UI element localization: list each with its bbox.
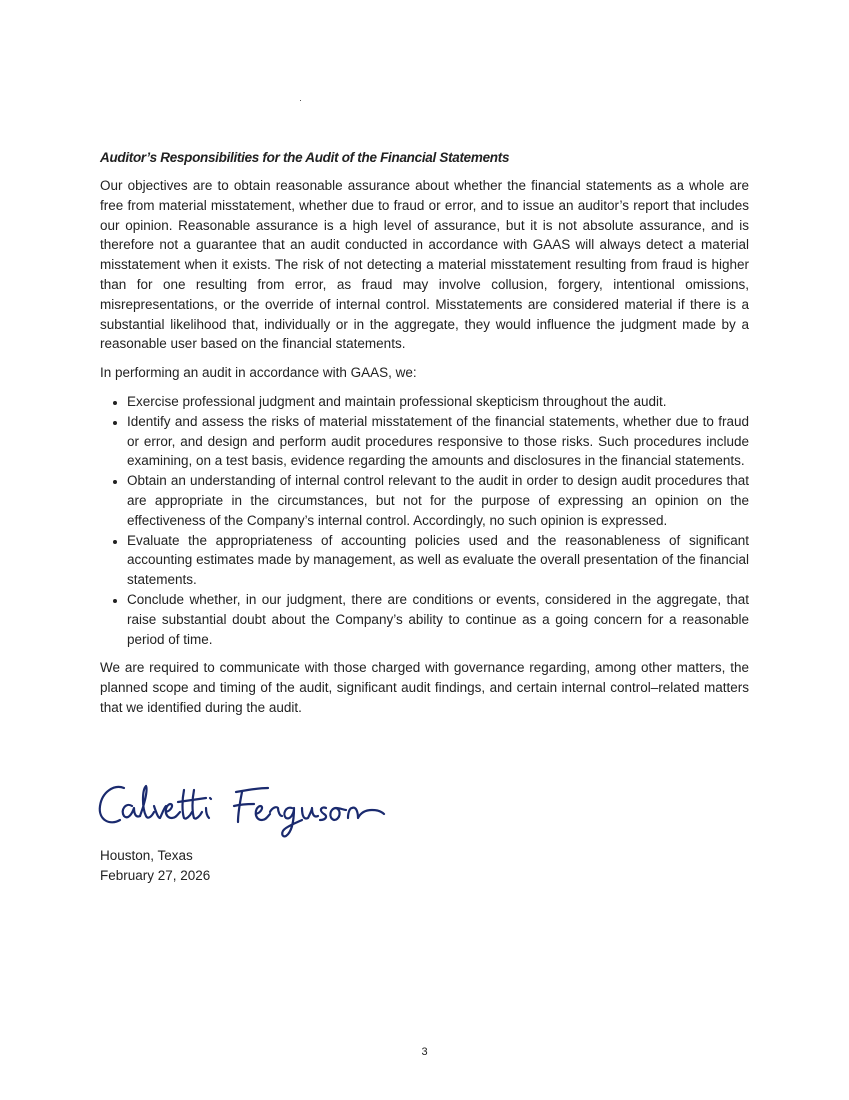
list-item — [100, 590, 749, 649]
bullet-icon — [113, 480, 117, 484]
list-item-text: Evaluate the appropriateness of accounting policies used and the reasonableness of significant accounting estimates made by management, as well as evaluate the overall presentation of the financial statements. — [127, 532, 749, 588]
bullet-icon — [113, 599, 117, 603]
bullet-icon — [113, 421, 117, 425]
objectives-paragraph: Our objectives are to obtain reasonable assurance about whether the financial statements as a whole are free from material misstatement, whether due to fraud or error, and to issue an auditor’s report that includes our opinion. Reasonable assurance is a high level of assurance, but it is not absolute assurance, and is therefore not a guarantee that an audit conducted in accordance with GAAS will always detect a material misstatement when it exists. The risk of not detecting a material misstatement resulting from fraud is higher than for one resulting from error, as fraud may involve collusion, forgery, intentional omissions, misrepresentations, or the override of internal control. Misstatements are considered material if there is a substantial likelihood that, individually or in the aggregate, they would influence the judgment made by a reasonable user based on the financial statements. — [100, 178, 749, 352]
closing-paragraph: We are required to communicate with those charged with governance regarding, among other matters, the planned scope and timing of the audit, significant audit findings, and certain internal control–related matters that we identified during the audit. — [100, 660, 749, 715]
list-item — [100, 531, 749, 590]
list-item-text: Exercise professional judgment and maintain professional skepticism throughout the audit. — [127, 393, 667, 409]
list-item — [100, 392, 749, 412]
signature-location: Houston, Texas — [100, 848, 193, 863]
intro-paragraph: In performing an audit in accordance with GAAS, we: — [100, 365, 417, 381]
report-date: February 27, 2026 — [100, 868, 211, 883]
stray-mark — [300, 100, 301, 101]
list-item — [100, 471, 749, 530]
list-item — [100, 412, 749, 471]
signature-block — [100, 846, 210, 886]
list-item-text: Identify and assess the risks of material misstatement of the financial statements, whether due to fraud or error, and design and perform audit procedures responsive to those risks. Such procedures include examining, on a test basis, evidence regarding the amounts and disclosures in the financial statements. — [127, 413, 749, 469]
section-heading: Auditor’s Responsibilities for the Audit of the Financial Statements — [100, 150, 510, 165]
responsibilities-list — [100, 392, 749, 649]
list-item-text: Conclude whether, in our judgment, there are conditions or events, considered in the aggregate, that raise substantial doubt about the Company’s ability to continue as a going concern for a reasonable period of time. — [127, 591, 749, 647]
list-item-text: Obtain an understanding of internal control relevant to the audit in order to design audit procedures that are appropriate in the circumstances, but not for the purpose of expressing an opinion on the effectiveness of the Company’s internal control. Accordingly, no such opinion is expressed. — [127, 473, 749, 528]
page-number: 3 — [421, 1046, 428, 1058]
bullet-icon — [113, 401, 117, 405]
report-body — [100, 148, 749, 727]
handwritten-signature — [96, 776, 396, 846]
bullet-icon — [113, 540, 117, 544]
